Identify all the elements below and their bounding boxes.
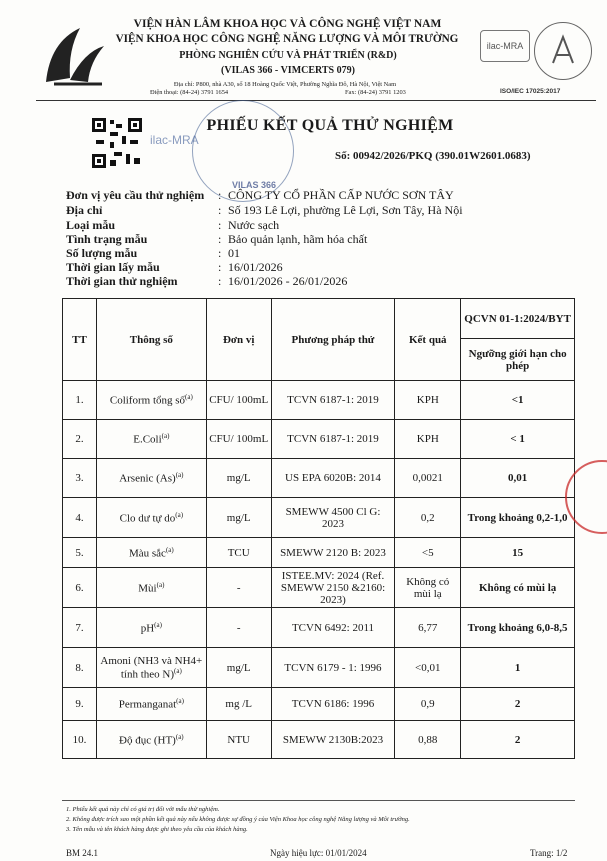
row-method-text: TCVN 6179 - 1: 1996 [284, 661, 382, 674]
report-number: Số: 00942/2026/PKQ (390.01W2601.0683) [335, 150, 531, 162]
row-index-text: 8. [75, 661, 84, 674]
org-address: Địa chỉ: P800, nhà A30, số 18 Hoàng Quốc Việt, Phường Nghĩa Đô, Hà Nội, Việt Nam [173, 81, 397, 88]
table-row [63, 498, 575, 538]
row-index [63, 608, 97, 648]
info-row-address: Địa chỉ : Số 193 Lê Lợi, phường Lê Lợi, Sơn Tây, Hà Nội [66, 203, 463, 217]
row-result [395, 608, 461, 648]
row-limit-text: 1 [514, 661, 521, 674]
row-parameter-text: Arsenic (As) [119, 472, 176, 485]
row-parameter [96, 459, 206, 498]
row-method [271, 459, 395, 498]
row-unit [206, 721, 271, 759]
accredited-mark: (a) [165, 545, 174, 554]
row-result-text: <0,01 [415, 661, 441, 674]
row-parameter [96, 688, 206, 721]
row-result-text: 6,77 [418, 621, 438, 634]
row-method [271, 608, 395, 648]
watermark-ilac: ilac-MRA [150, 133, 199, 147]
row-parameter-text: pH [140, 622, 155, 635]
row-method [271, 538, 395, 568]
row-unit [206, 538, 271, 568]
row-index-text: 2. [75, 433, 84, 445]
row-result [395, 459, 461, 498]
row-method-text: TCVN 6186: 1996 [291, 698, 375, 710]
row-unit-text: mg/L [226, 472, 251, 484]
accredited-mark: (a) [175, 510, 184, 519]
header-result: Kết quả [395, 299, 461, 381]
info-value: 16/01/2026 [228, 260, 283, 274]
row-limit [461, 568, 575, 608]
info-value: Bảo quản lạnh, hãm hóa chất [228, 232, 368, 246]
info-row-testing-period: Thời gian thử nghiệm : 16/01/2026 - 26/01/2026 [66, 274, 348, 288]
row-parameter [96, 420, 206, 459]
accredited-mark: (a) [161, 432, 170, 441]
row-unit-text: - [236, 581, 241, 594]
row-method [271, 498, 395, 538]
row-limit [461, 648, 575, 688]
accredited-mark: (a) [174, 666, 182, 675]
row-result [395, 538, 461, 568]
info-label: Tình trạng mẫu [66, 232, 148, 246]
watermark-vilas: VILAS 366 [232, 180, 277, 190]
info-label: Đơn vị yêu cầu thử nghiệm [66, 188, 205, 202]
org-fax: Fax: (84-24) 3791 1203 [345, 89, 406, 96]
accredited-mark: (a) [175, 471, 184, 480]
row-result [395, 688, 461, 721]
row-limit [461, 688, 575, 721]
table-row [63, 420, 575, 459]
row-result-text: KPH [416, 394, 439, 406]
table-row [63, 381, 575, 420]
row-method [271, 568, 395, 608]
accredited-mark: (a) [175, 732, 184, 741]
row-index [63, 498, 97, 538]
row-method [271, 420, 395, 459]
org-department-name: PHÒNG NGHIÊN CỨU VÀ PHÁT TRIỂN (R&D) [179, 50, 397, 61]
table-row [63, 688, 575, 721]
row-parameter-text: Độ đục (HT) [119, 734, 176, 747]
accredited-mark: (a) [185, 393, 193, 402]
row-parameter-text: Amoni (NH3 và NH4+ tính theo N) [100, 654, 203, 681]
report-title: PHIẾU KẾT QUẢ THỬ NGHIỆM [206, 117, 454, 134]
row-result-text: 0,2 [420, 511, 435, 524]
table-row [63, 608, 575, 648]
header-tt: TT [63, 299, 97, 381]
row-method-text: SMEWW 2120 B: 2023 [280, 546, 386, 559]
info-label: Số lượng mẫu [66, 246, 138, 260]
info-label: Địa chỉ [66, 203, 103, 217]
row-unit [206, 459, 271, 498]
row-result-text: <5 [421, 546, 434, 559]
row-unit-text: CFU/ 100mL [209, 394, 269, 406]
row-limit [461, 608, 575, 648]
row-result-text: Không có mùi lạ [406, 575, 450, 600]
row-unit-text: mg/L [226, 511, 251, 524]
org-academy-name: VIỆN HÀN LÂM KHOA HỌC VÀ CÔNG NGHỆ VIỆT NAM [133, 18, 442, 30]
row-limit-text: 0,01 [507, 472, 528, 484]
info-label: Thời gian lấy mẫu [66, 260, 160, 274]
ilac-mra-logo: ilac-MRA [480, 30, 530, 62]
row-index [63, 648, 97, 688]
row-unit [206, 381, 271, 420]
info-value: CÔNG TY CỔ PHẦN CẤP NƯỚC SƠN TÂY [228, 188, 454, 202]
info-row-sampling-date: Thời gian lấy mẫu : 16/01/2026 [66, 260, 283, 274]
row-unit-text: mg/L [226, 661, 251, 674]
accredited-mark: (a) [154, 620, 162, 629]
row-method-text: TCVN 6492: 2011 [291, 621, 375, 634]
info-value: Số 193 Lê Lợi, phường Lê Lợi, Sơn Tây, Hà Nội [228, 203, 463, 217]
footer-note-1: 1. Phiếu kết quả này chỉ có giá trị đối với mẫu thử nghiệm. [66, 806, 220, 813]
iso-standard: ISO/IEC 17025:2017 [500, 88, 561, 95]
row-unit-text: TCU [227, 546, 250, 559]
row-index [63, 688, 97, 721]
row-unit [206, 420, 271, 459]
header-standard: QCVN 01-1:2024/BYT [461, 299, 575, 339]
row-limit [461, 538, 575, 568]
footer-divider [62, 800, 575, 801]
row-result [395, 648, 461, 688]
row-index-text: 5. [75, 546, 84, 559]
info-value: 16/01/2026 - 26/01/2026 [228, 274, 348, 288]
row-limit-text: 15 [512, 546, 524, 559]
row-index [63, 568, 97, 608]
header-unit: Đơn vị [206, 299, 271, 381]
row-parameter-text: Clo dư tự do [119, 512, 176, 525]
row-parameter [96, 568, 206, 608]
row-limit-text: Không có mùi lạ [478, 581, 557, 594]
row-index-text: 10. [72, 733, 87, 746]
table-row [63, 459, 575, 498]
row-result [395, 568, 461, 608]
row-unit [206, 608, 271, 648]
row-limit-text: < 1 [510, 433, 525, 445]
row-parameter [96, 608, 206, 648]
table-row [63, 538, 575, 568]
row-index-text: 7. [75, 621, 84, 634]
accreditation-seal-icon [534, 22, 592, 80]
row-index-text: 3. [75, 472, 84, 484]
info-value: 01 [228, 246, 240, 260]
accredited-mark: (a) [156, 580, 165, 589]
row-parameter [96, 538, 206, 568]
row-method [271, 721, 395, 759]
row-limit [461, 721, 575, 759]
row-method [271, 381, 395, 420]
row-limit-text: Trong khoảng 0,2-1,0 [467, 511, 568, 524]
row-result-text: KPH [416, 433, 439, 445]
info-row-sample-count: Số lượng mẫu : 01 [66, 246, 240, 260]
row-index [63, 721, 97, 759]
row-result [395, 420, 461, 459]
row-method-text: TCVN 6187-1: 2019 [287, 394, 379, 406]
table-row [63, 721, 575, 759]
row-index [63, 538, 97, 568]
row-unit-text: - [236, 621, 241, 634]
info-label: Thời gian thử nghiệm [66, 274, 178, 288]
row-unit [206, 688, 271, 721]
row-index [63, 459, 97, 498]
row-method-text: SMEWW 4500 Cl G: 2023 [285, 505, 381, 530]
row-parameter-text: Mùi [138, 582, 157, 595]
row-result [395, 381, 461, 420]
org-institute-name: VIỆN KHOA HỌC CÔNG NGHỆ NĂNG LƯỢNG VÀ MÔI TRƯỜNG [115, 33, 459, 45]
org-phone: Điện thoại: (84-24) 3791 1654 [150, 89, 229, 96]
org-accreditation: (VILAS 366 - VIMCERTS 079) [221, 65, 355, 76]
row-result [395, 721, 461, 759]
row-result-text: 0,9 [420, 698, 435, 710]
row-parameter [96, 381, 206, 420]
row-method-text: ISTEE.MV: 2024 (Ref. SMEWW 2150 &2160: 2023) [280, 569, 386, 606]
row-index-text: 4. [75, 511, 84, 524]
info-row-sample-type: Loại mẫu : Nước sạch [66, 218, 280, 232]
row-index [63, 420, 97, 459]
row-parameter-text: Permanganat [118, 698, 177, 711]
table-row [63, 568, 575, 608]
info-row-sample-condition: Tình trạng mẫu : Bảo quản lạnh, hãm hóa chất [66, 232, 368, 246]
row-index [63, 381, 97, 420]
form-code: BM 24.1 [66, 848, 99, 858]
row-limit-text: 2 [514, 698, 521, 710]
qr-code-icon [92, 118, 142, 168]
results-table [62, 298, 575, 759]
row-limit-text: <1 [511, 394, 524, 406]
footer-note-3: 3. Tên mẫu và tên khách hàng được ghi theo yêu cầu của khách hàng. [66, 826, 248, 833]
row-index-text: 9. [75, 698, 84, 710]
row-index-text: 1. [75, 394, 84, 406]
row-method [271, 648, 395, 688]
row-result-text: 0,0021 [412, 472, 443, 484]
row-limit-text: Trong khoảng 6,0-8,5 [467, 621, 568, 634]
row-parameter-text: Màu sắc [128, 547, 166, 560]
header-divider [36, 100, 596, 101]
row-limit [461, 459, 575, 498]
footer-note-2: 2. Không được trích sao một phần kết quả này nếu không được sự đồng ý của Viện Khoa học công nghệ Năng lượng và Môi trường. [66, 816, 410, 823]
table-row [63, 648, 575, 688]
row-index-text: 6. [75, 581, 84, 594]
accredited-mark: (a) [176, 697, 184, 706]
info-label: Loại mẫu [66, 218, 116, 232]
info-value: Nước sạch [228, 218, 280, 232]
row-limit-text: 2 [514, 733, 521, 746]
row-unit [206, 648, 271, 688]
row-unit-text: mg /L [225, 698, 252, 710]
institute-logo-icon [40, 22, 110, 88]
row-unit [206, 568, 271, 608]
row-method-text: US EPA 6020B: 2014 [285, 472, 381, 484]
row-method-text: TCVN 6187-1: 2019 [287, 433, 379, 445]
row-unit [206, 498, 271, 538]
row-method-text: SMEWW 2130B:2023 [282, 733, 384, 746]
row-parameter [96, 721, 206, 759]
row-limit [461, 381, 575, 420]
row-method [271, 688, 395, 721]
row-limit [461, 498, 575, 538]
row-parameter [96, 648, 206, 688]
page-number: Trang: 1/2 [530, 848, 568, 858]
header-method: Phương pháp thử [271, 299, 395, 381]
revision-date: Ngày hiệu lực: 01/01/2024 [270, 848, 367, 858]
row-limit [461, 420, 575, 459]
row-unit-text: NTU [227, 733, 250, 746]
header-limit: Ngưỡng giới hạn cho phép [461, 339, 575, 381]
row-parameter [96, 498, 206, 538]
row-parameter-text: E.Coli [133, 433, 162, 446]
row-parameter-text: Coliform tổng số [109, 394, 186, 407]
info-row-requester: Đơn vị yêu cầu thử nghiệm : CÔNG TY CỔ PHẦN CẤP NƯỚC SƠN TÂY [66, 188, 454, 202]
header-parameter: Thông số [96, 299, 206, 381]
row-unit-text: CFU/ 100mL [209, 433, 269, 445]
row-result [395, 498, 461, 538]
row-result-text: 0,88 [418, 733, 438, 746]
